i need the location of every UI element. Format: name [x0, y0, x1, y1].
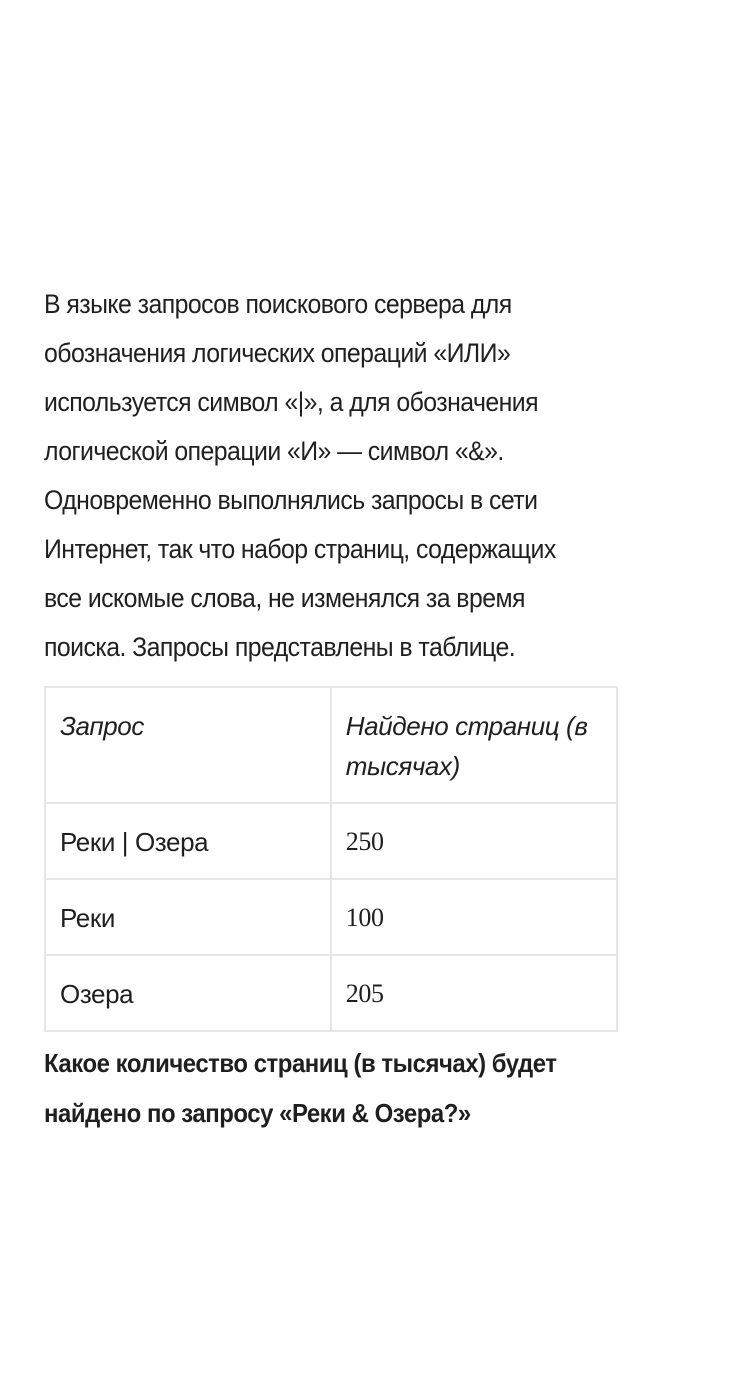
question-line: Какое количество страниц (в тысячах) будет [44, 1048, 557, 1078]
intro-line: поиска. Запросы представлены в таблице. [44, 632, 516, 662]
question-line: найдено по запросу «Реки & Озера?» [44, 1098, 471, 1128]
intro-line: Интернет, так что набор страниц, содержащих [44, 534, 556, 564]
cell-query: Реки | Озера [45, 803, 331, 879]
intro-line: Одновременно выполнялись запросы в сети [44, 485, 538, 515]
cell-query: Озера [45, 955, 331, 1031]
table-row [45, 879, 617, 955]
intro-line: обозначения логических операций «ИЛИ» [44, 338, 511, 368]
cell-pages: 100 [331, 879, 617, 955]
cell-pages: 205 [331, 955, 617, 1031]
header-query: Запрос [45, 687, 331, 803]
intro-paragraph [44, 280, 624, 672]
question-text [44, 1038, 624, 1138]
cell-pages: 250 [331, 803, 617, 879]
task-content [44, 280, 624, 1138]
table-row [45, 803, 617, 879]
intro-line: логической операции «И» — символ «&». [44, 436, 504, 466]
intro-line: используется символ «|», а для обозначения [44, 387, 539, 417]
intro-line: все искомые слова, не изменялся за время [44, 583, 525, 613]
table-header-row [45, 687, 617, 803]
header-pages: Найдено страниц (в тысячах) [331, 687, 617, 803]
cell-query: Реки [45, 879, 331, 955]
intro-line: В языке запросов поискового сервера для [44, 289, 512, 319]
queries-table [44, 686, 618, 1032]
table-row [45, 955, 617, 1031]
